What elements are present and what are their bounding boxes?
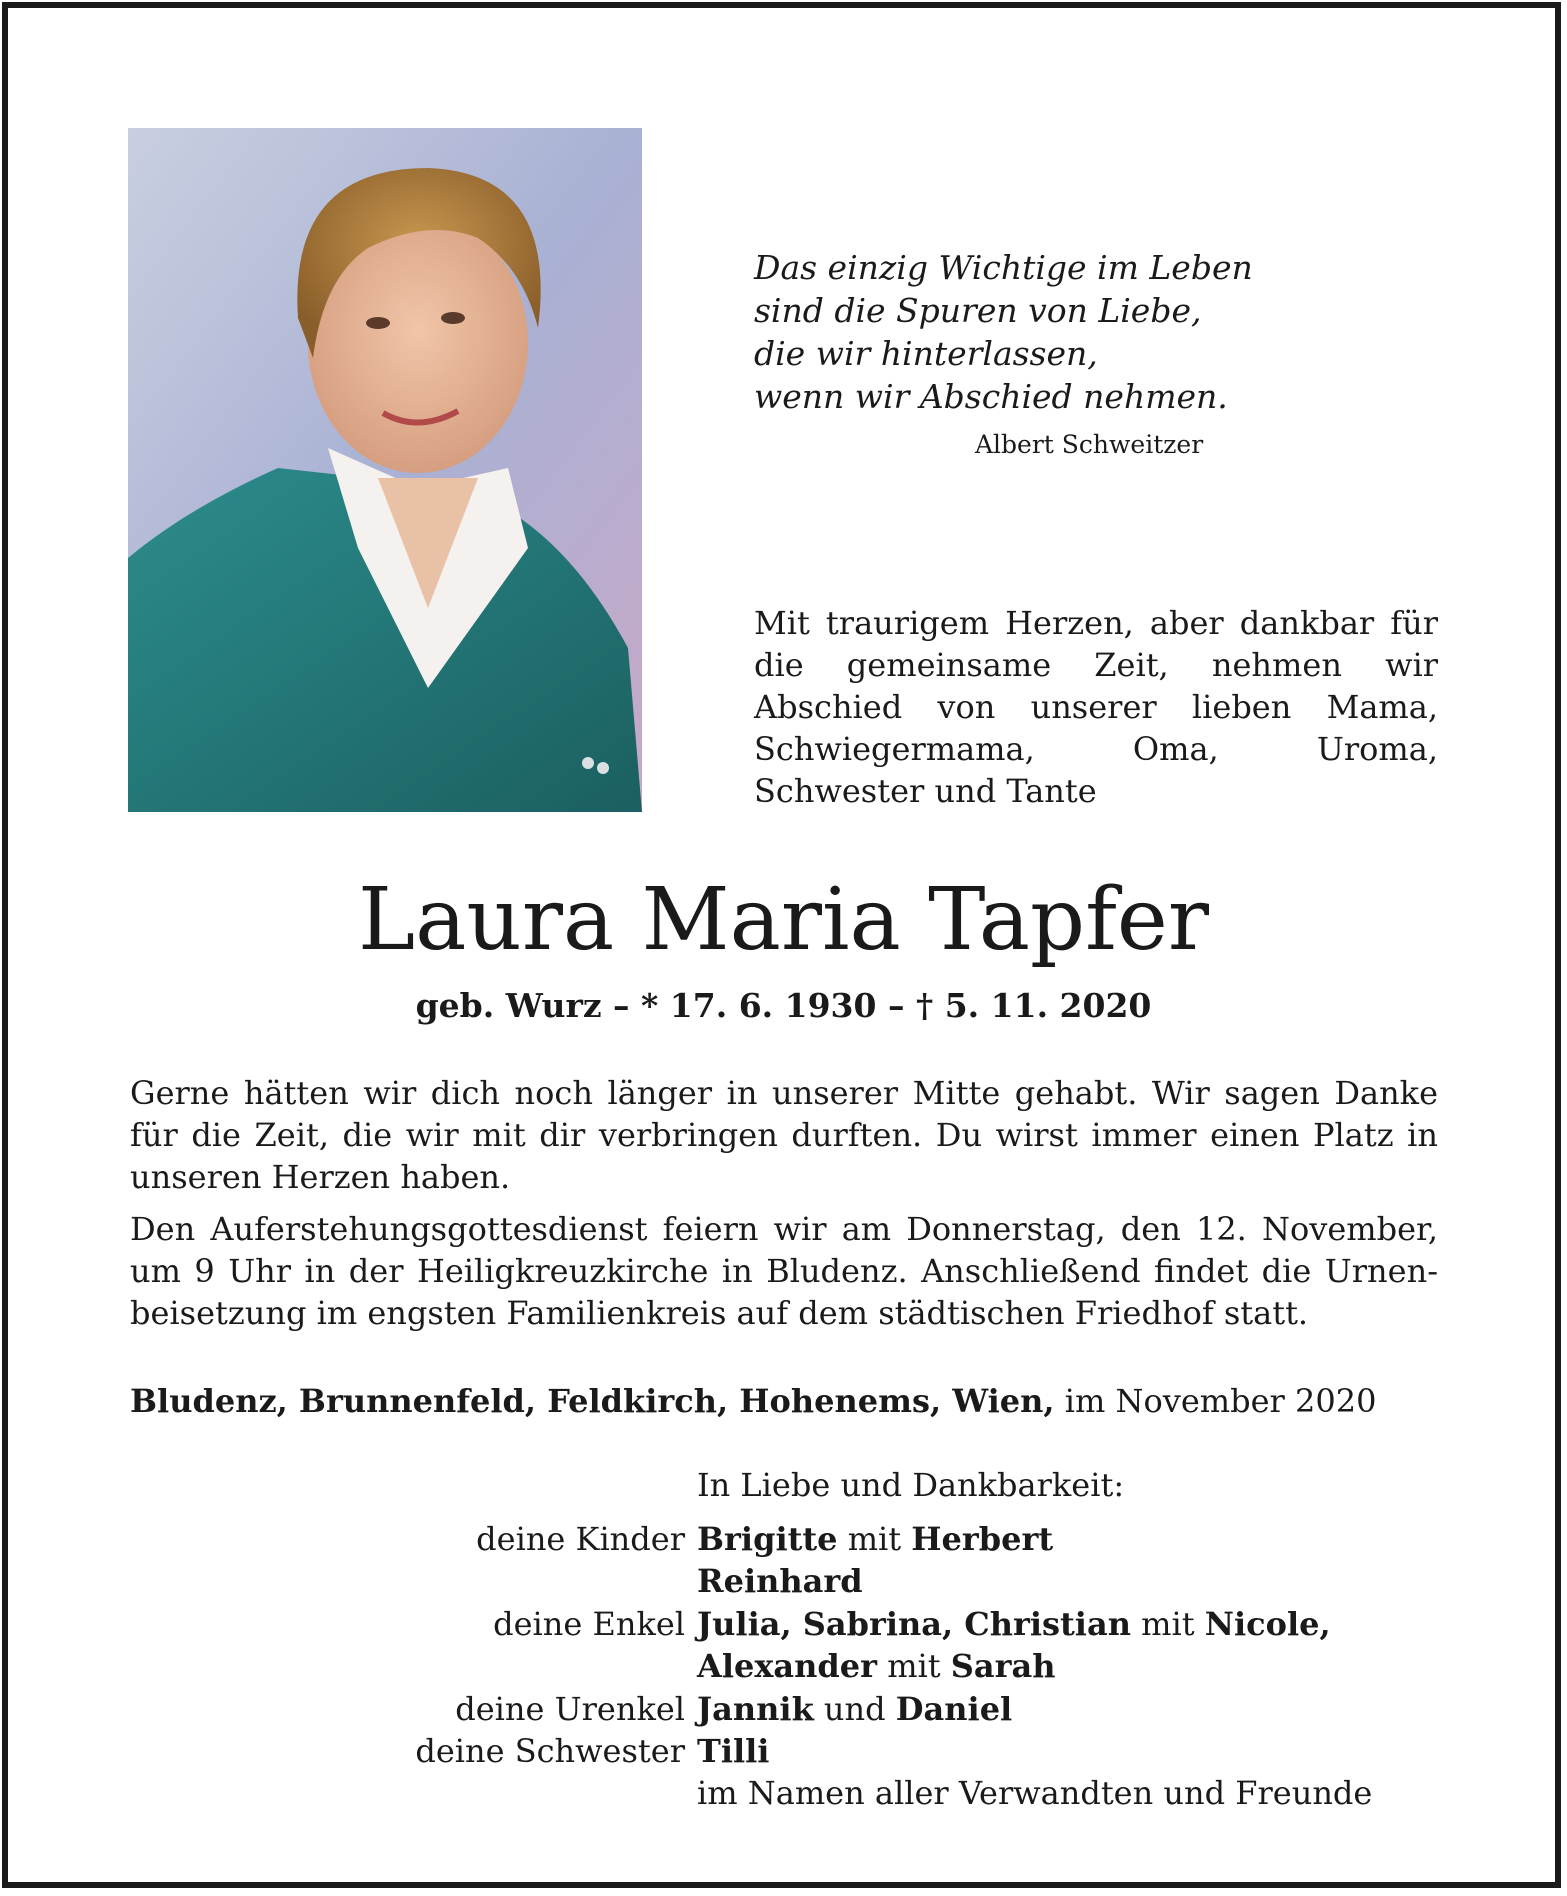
quote-author: Albert Schweitzer	[975, 430, 1204, 459]
places-line	[130, 1380, 1438, 1422]
family-names	[697, 1603, 1331, 1645]
quote	[754, 246, 1253, 418]
signature-intro: In Liebe und Dankbarkeit:	[697, 1466, 1125, 1504]
family-label: deine Urenkel	[455, 1690, 685, 1728]
closing-text: im Namen aller Verwandten und Freunde	[697, 1774, 1373, 1812]
quote-line: wenn wir Abschied nehmen.	[754, 377, 1228, 416]
deceased-name: Laura Maria Tapfer	[358, 870, 1209, 970]
family-name: Alexander	[697, 1647, 878, 1685]
places-date: im November 2020	[1054, 1382, 1377, 1420]
family-name: Reinhard	[697, 1562, 863, 1600]
family-names	[697, 1645, 1056, 1687]
farewell-paragraph: Gerne hätten wir dich noch länger in unserer Mitte gehabt. Wir sagen Danke für die Zeit, die wir mit dir verbringen durften. Du wirst immer einen Platz in unseren Herzen haben.	[130, 1074, 1438, 1196]
intro-text: Mit traurigem Herzen, aber dankbar für die gemeinsame Zeit, nehmen wir Abschied von unserer lieben Mama, Schwiegermama, Oma, Uroma, Schwester und Tante	[754, 604, 1438, 810]
family-label: deine Enkel	[493, 1605, 685, 1643]
life-dates: geb. Wurz – * 17. 6. 1930 – † 5. 11. 2020	[415, 986, 1152, 1025]
family-names	[697, 1518, 1053, 1560]
quote-line: die wir hinterlassen,	[754, 334, 1098, 373]
family-conjunction: und	[813, 1690, 896, 1728]
family-name: Tilli	[697, 1732, 770, 1770]
family-name: Nicole,	[1204, 1605, 1331, 1643]
quote-line: Das einzig Wichtige im Leben	[754, 248, 1253, 287]
family-name: Jannik	[697, 1690, 814, 1728]
family-conjunction: mit	[1130, 1605, 1205, 1643]
family-name: Daniel	[895, 1690, 1013, 1728]
family-name: Herbert	[911, 1520, 1054, 1558]
family-name: Brigitte	[697, 1520, 838, 1558]
family-names	[697, 1688, 1012, 1730]
service-paragraph: Den Auferstehungsgottesdienst feiern wir am Donnerstag, den 12. November, um 9 Uhr in der Heiligkreuzkirche in Bludenz. Anschließend findet die Urnenbeisetzung im engsten Familienkreis auf dem städtischen Friedhof statt.	[130, 1210, 1438, 1332]
portrait-photo	[128, 128, 642, 812]
family-conjunction: mit	[837, 1520, 912, 1558]
family-conjunction: mit	[877, 1647, 951, 1685]
quote-line: sind die Spuren von Liebe,	[754, 291, 1202, 330]
family-name: Sarah	[950, 1647, 1056, 1685]
places-names: Bludenz, Brunnenfeld, Feldkirch, Hohenems, Wien,	[130, 1382, 1055, 1420]
family-label: deine Schwester	[415, 1732, 685, 1770]
family-label: deine Kinder	[476, 1520, 685, 1558]
family-name: Julia, Sabrina, Christian	[697, 1605, 1131, 1643]
